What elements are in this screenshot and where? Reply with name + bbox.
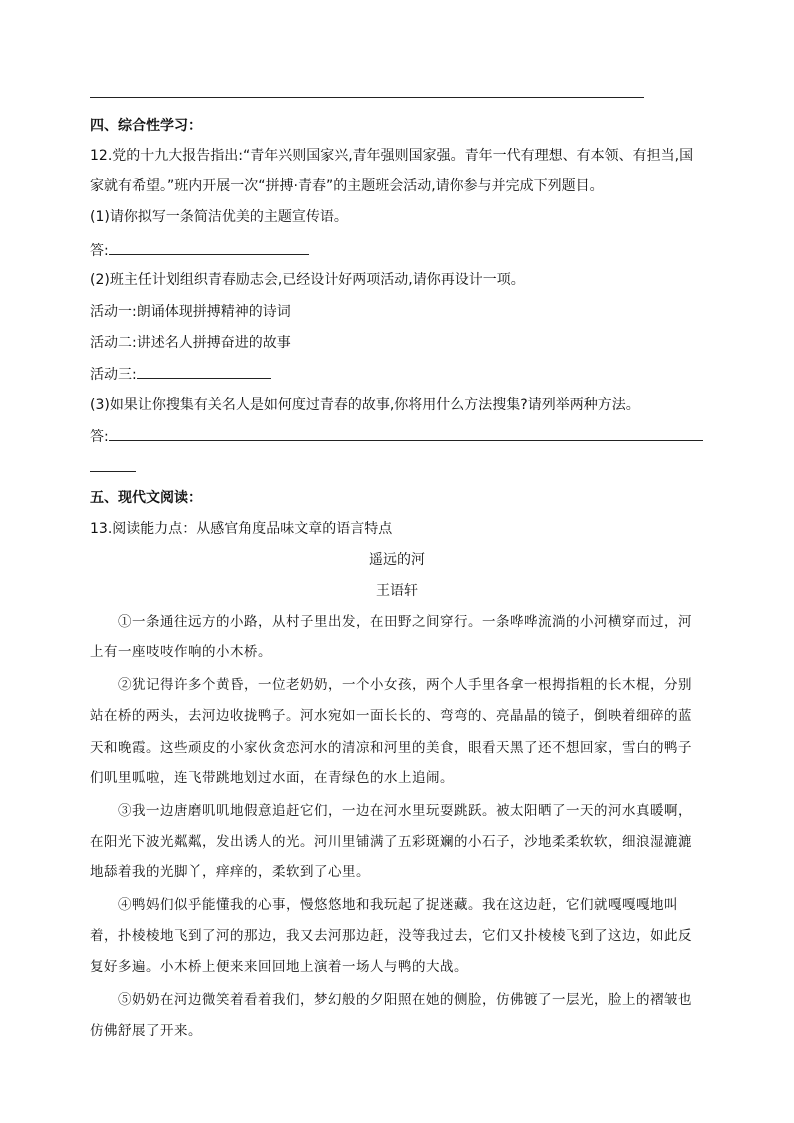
- para4-line3: 复好多遍。小木桥上便来来回回地上演着一场人与鸭的大战。: [90, 959, 468, 975]
- answer1-row: [90, 240, 309, 261]
- para3-line1: ③我一边唐磨叽叽地假意追赶它们，一边在河水里玩耍跳跃。被太阳晒了一天的河水真暖啊，: [118, 803, 692, 819]
- answer3-blank-continued[interactable]: [90, 471, 136, 472]
- essay-title: 遥远的河: [369, 552, 425, 568]
- para1-line1: ①一条通往远方的小路，从村子里出发，在田野之间穿行。一条哗哗流淌的小河横穿而过，河: [118, 614, 692, 630]
- answer1-blank[interactable]: [109, 240, 309, 255]
- q12-sub2: (2)班主任计划组织青春励志会,已经设计好两项活动,请你再设计一项。: [90, 272, 525, 288]
- para3-line2: 在阳光下波光粼粼，发出诱人的光。河川里铺满了五彩斑斓的小石子，沙地柔柔软软，细浪湿漉漉: [90, 834, 692, 850]
- q12-line2: 家就有希望。”班内开展一次“拼搏·青春”的主题班会活动,请你参与并完成下列题目。: [90, 178, 604, 194]
- answer3-row: [90, 426, 703, 447]
- activity3-blank[interactable]: [137, 364, 271, 379]
- q12-sub3: (3)如果让你搜集有关名人是如何度过青春的故事,你将用什么方法搜集?请列举两种方法。: [90, 397, 640, 413]
- para4-line1: ④鸭妈们似乎能懂我的心事，慢悠悠地和我玩起了捉迷藏。我在这边赶，它们就嘎嘎嘎地叫: [118, 897, 678, 913]
- para2-line3: 天和晚霞。这些顽皮的小家伙贪恋河水的清凉和河里的美食，眼看天黑了还不想回家，雪白的鸭子: [90, 740, 692, 756]
- answer3-blank[interactable]: [109, 426, 703, 441]
- para2-line2: 站在桥的两头，去河边收拢鸭子。河水宛如一面长长的、弯弯的、亮晶晶的镜子，倒映着细碎的蓝: [90, 708, 692, 724]
- activity2: 活动二:讲述名人拼搏奋进的故事: [90, 335, 291, 351]
- section4-heading: 四、综合性学习：: [90, 118, 202, 134]
- answer3-label: 答:: [90, 429, 109, 445]
- answer1-label: 答:: [90, 243, 109, 259]
- essay-author: 王语轩: [376, 583, 418, 599]
- section5-heading: 五、现代文阅读：: [90, 490, 202, 506]
- q12-sub1: (1)请你拟写一条简洁优美的主题宣传语。: [90, 209, 348, 225]
- para3-line3: 地舔着我的光脚丫，痒痒的，柔软到了心里。: [90, 864, 370, 880]
- activity3-label: 活动三:: [90, 367, 137, 383]
- q13-line: 13.阅读能力点：从感官角度品味文章的语言特点: [90, 521, 393, 537]
- para2-line4: 们叽里呱啦，连飞带跳地划过水面，在青绿色的水上追闹。: [90, 770, 454, 786]
- top-rule: [90, 97, 644, 98]
- activity1: 活动一:朗诵体现拼搏精神的诗词: [90, 304, 291, 320]
- para1-line2: 上有一座吱吱作响的小木桥。: [90, 644, 272, 660]
- para5-line2: 仿佛舒展了开来。: [90, 1023, 202, 1039]
- activity3-row: [90, 364, 271, 385]
- q12-line1: 12.党的十九大报告指出:“青年兴则国家兴,青年强则国家强。青年一代有理想、有本领、有担当,国: [90, 148, 694, 164]
- para5-line1: ⑤奶奶在河边微笑着看着我们，梦幻般的夕阳照在她的侧脸，仿佛镀了一层光，脸上的褶皱也: [118, 992, 692, 1008]
- para4-line2: 着，扑棱棱地飞到了河的那边，我又去河那边赶，没等我过去，它们又扑棱棱飞到了这边，如此反: [90, 928, 692, 944]
- para2-line1: ②犹记得许多个黄昏，一位老奶奶，一个小女孩，两个人手里各拿一根拇指粗的长木棍，分别: [118, 677, 692, 693]
